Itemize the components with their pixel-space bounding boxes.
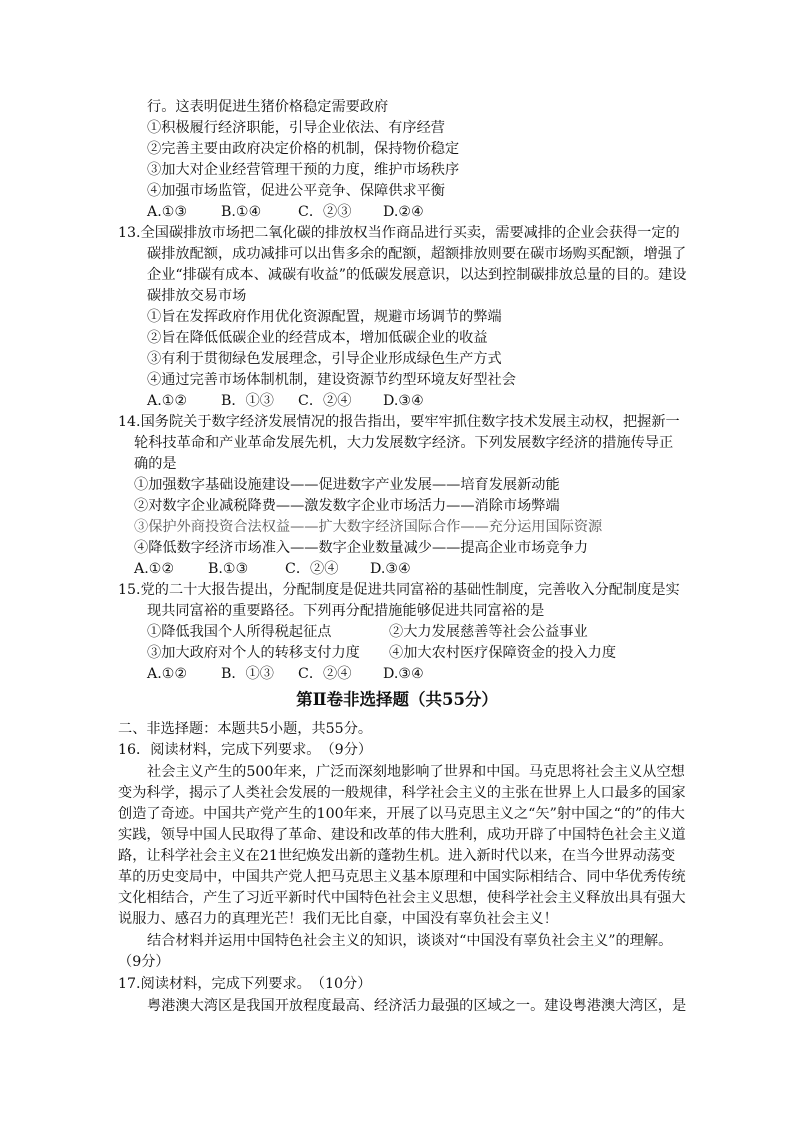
q13-item-4: ④通过完善市场体制机制，建设资源节约型环境友好型社会 xyxy=(147,372,516,388)
q14-item-4: ④降低数字经济市场准入——数字企业数量减少——提高企业市场竞争力 xyxy=(134,540,589,556)
q13-option-d: D.③④ xyxy=(383,393,424,409)
q15-stem-line-2: 现共同富裕的重要路径。下列再分配措施能够促进共同富裕的是 xyxy=(147,603,545,619)
q14-option-c: C．②④ xyxy=(285,561,339,577)
q13-item-2: ②旨在降低低碳企业的经营成本，增加低碳企业的收益 xyxy=(147,330,488,346)
q14-stem-line-3: 确的是 xyxy=(134,456,177,472)
q13-stem-line-2: 碳排放配额，成功减排可以出售多余的配额，超额排放则要在碳市场购买配额，增强了 xyxy=(147,246,687,262)
q12-option-b: B.①④ xyxy=(221,204,262,220)
q12-item-3: ③加大对企业经营管理干预的力度，维护市场秩序 xyxy=(147,162,460,178)
q15-option-d: D.③④ xyxy=(383,666,424,682)
q16-para-line-4: 实践，领导中国人民取得了革命、建设和改革的伟大胜利，成功开辟了中国特色社会主义道 xyxy=(118,827,686,843)
q14-option-d: D.③④ xyxy=(370,561,411,577)
q17-title: 17.阅读材料，完成下列要求。 （10分） xyxy=(118,976,372,992)
q16-title: 16．阅读材料，完成下列要求。 （9分） xyxy=(118,742,373,758)
q15-stem-line-1: 15.党的二十大报告提出，分配制度是促进共同富裕的基础性制度，完善收入分配制度是实 xyxy=(118,582,680,598)
q13-stem-line-3: 企业“排碳有成本、减碳有收益”的低碳发展意识，以达到控制碳排放总量的目的。建设 xyxy=(147,267,687,283)
q12-item-1: ①积极履行经济职能，引导企业依法、有序经营 xyxy=(147,120,445,136)
q16-question-line-1: 结合材料并运用中国特色社会主义的知识，谈谈对“中国没有辜负社会主义”的理解。 xyxy=(147,933,673,949)
q15-item-4: ④加大农村医疗保障资金的投入力度 xyxy=(389,645,617,661)
q16-para-line-8: 说服力、感召力的真理光芒！我们无比自豪，中国没有辜负社会主义！ xyxy=(118,911,558,927)
q13-option-b: B．①③ xyxy=(221,393,274,409)
q16-para-line-5: 路，让科学社会主义在21世纪焕发出新的蓬勃生机。进入新时代以来，在当今世界动荡变 xyxy=(118,848,676,864)
q12-item-4: ④加强市场监管，促进公平竞争、保障供求平衡 xyxy=(147,183,445,199)
q16-para-line-1: 社会主义产生的500年来，广泛而深刻地影响了世界和中国。马克思将社会主义从空想 xyxy=(147,764,685,780)
section-heading: 第Ⅱ卷非选择题（共55分） xyxy=(296,690,498,709)
q12-option-a: A.①③ xyxy=(147,204,188,220)
q13-item-3: ③有利于贯彻绿色发展理念，引导企业形成绿色生产方式 xyxy=(147,351,502,367)
q13-option-a: A.①② xyxy=(147,393,188,409)
q16-para-line-3: 创造了奇迹。中国共产党产生的100年来，开展了以马克思主义之“矢”射中国之“的”的伟大 xyxy=(118,806,685,822)
q15-item-3: ③加大政府对个人的转移支付力度 xyxy=(147,645,360,661)
q14-item-2: ②对数字企业减税降费——激发数字企业市场活力——消除市场弊端 xyxy=(134,498,560,514)
q12-tail-text: 行。这表明促进生猪价格稳定需要政府 xyxy=(147,99,389,115)
q16-para-line-7: 文化相结合，产生了习近平新时代中国特色社会主义思想，使科学社会主义释放出具有强大 xyxy=(118,890,686,906)
q13-option-c: C．②④ xyxy=(298,393,352,409)
q13-item-1: ①旨在发挥政府作用优化资源配置，规避市场调节的弊端 xyxy=(147,309,502,325)
q14-option-b: B.①③ xyxy=(208,561,249,577)
q14-stem-line-2: 轮科技革命和产业革命发展先机，大力发展数字经济。下列发展数字经济的措施传导正 xyxy=(134,435,674,451)
q15-option-c: C．②④ xyxy=(298,666,352,682)
q16-para-line-2: 变为科学，揭示了人类社会发展的一般规律，科学社会主义的主张在世界上人口最多的国家 xyxy=(118,785,686,801)
q17-para-line-1: 粤港澳大湾区是我国开放程度最高、经济活力最强的区域之一。建设粤港澳大湾区，是 xyxy=(147,998,687,1014)
section-intro: 二、非选择题：本题共5小题，共55分。 xyxy=(118,721,373,737)
q14-item-3: ③保护外商投资合法权益——扩大数字经济国际合作——充分运用国际资源 xyxy=(134,519,603,535)
q13-stem-line-1: 13.全国碳排放市场把二氧化碳的排放权当作商品进行买卖，需要减排的企业会获得一定的 xyxy=(118,225,680,241)
q14-item-1: ①加强数字基础设施建设——促进数字产业发展——培育发展新动能 xyxy=(134,477,560,493)
q16-question-line-2: （9分） xyxy=(118,954,170,970)
q15-option-a: A.①② xyxy=(147,666,188,682)
q12-option-d: D.②④ xyxy=(383,204,424,220)
q15-item-1: ①降低我国个人所得税起征点 xyxy=(147,624,332,640)
q15-option-b: B．①③ xyxy=(221,666,274,682)
q13-stem-line-4: 碳排放交易市场 xyxy=(147,288,247,304)
q12-item-2: ②完善主要由政府决定价格的机制，保持物价稳定 xyxy=(147,141,460,157)
q14-stem-line-1: 14.国务院关于数字经济发展情况的报告指出，要牢牢抓住数字技术发展主动权，把握新一 xyxy=(118,414,680,430)
q14-option-a: A.①② xyxy=(134,561,175,577)
q12-option-c: C．②③ xyxy=(298,204,352,220)
q15-item-2: ②大力发展慈善等社会公益事业 xyxy=(389,624,588,640)
q16-para-line-6: 革的历史变局中，中国共产党人把马克思主义基本原理和中国实际相结合、同中华优秀传统 xyxy=(118,869,686,885)
